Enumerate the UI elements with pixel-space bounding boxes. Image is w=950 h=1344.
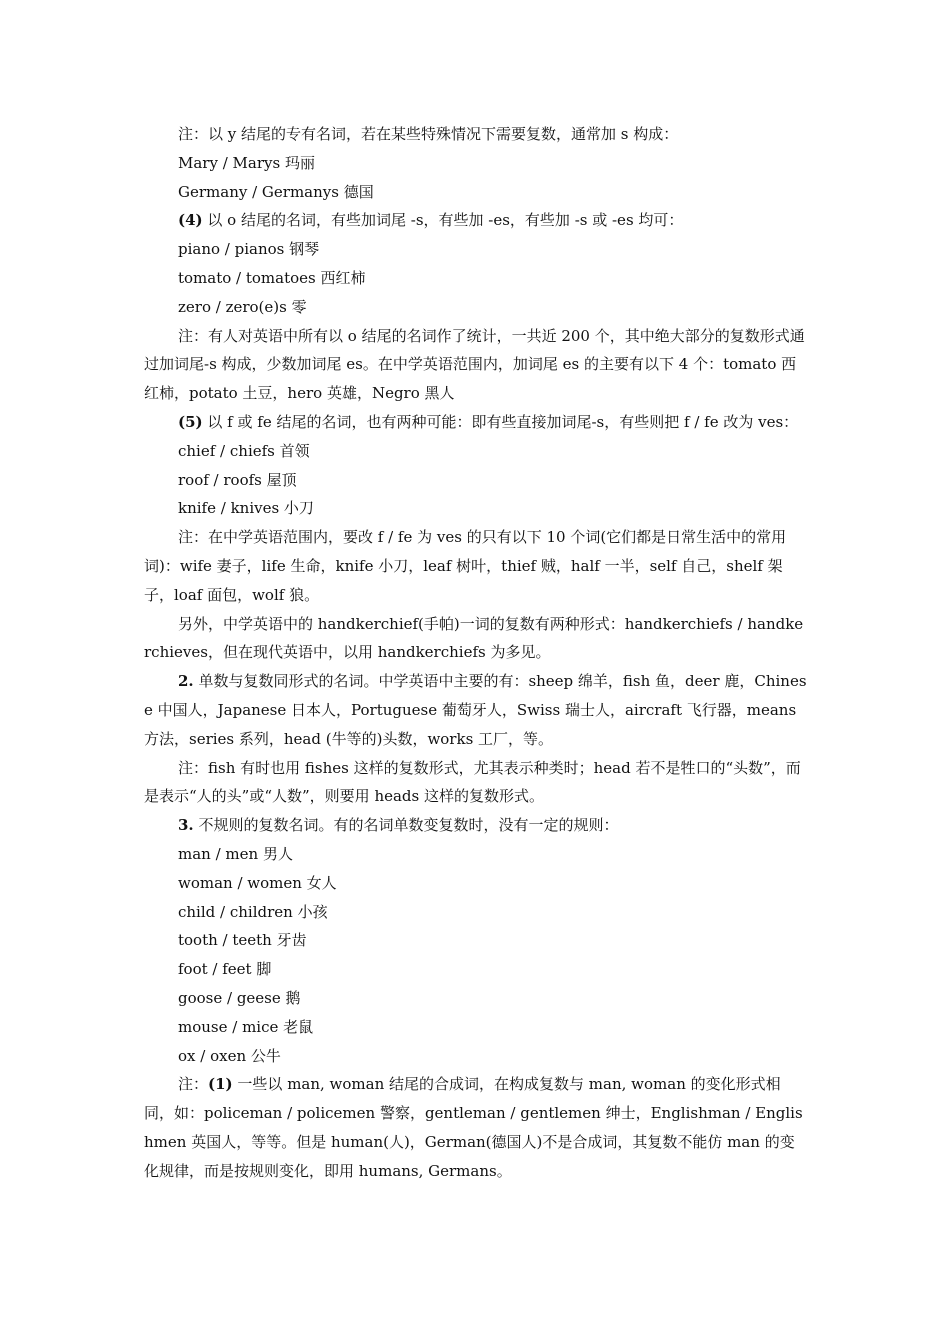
example-line	[144, 984, 808, 1013]
paragraph-text: child / children 小孩	[178, 902, 328, 921]
paragraph-text: 注：以 y 结尾的专有名词，若在某些特殊情况下需要复数，通常加 s 构成：	[178, 125, 679, 143]
paragraph-text: 以 f 或 fe 结尾的名词，也有两种可能：即有些直接加词尾-s，有些则把 f / fe 改为 ves：	[202, 412, 799, 431]
example-line	[144, 149, 808, 178]
paragraph-text: Mary / Marys 玛丽	[178, 153, 315, 172]
paragraph-text: roof / roofs 屋顶	[178, 470, 297, 489]
paragraph	[144, 667, 808, 753]
paragraph-text: tooth / teeth 牙齿	[178, 931, 307, 950]
example-line	[144, 178, 808, 207]
paragraph	[144, 206, 808, 235]
paragraph-text: mouse / mice 老鼠	[178, 1017, 314, 1036]
paragraph-text: man / men 男人	[178, 844, 293, 863]
item-number: (4)	[178, 211, 203, 230]
paragraph-text: woman / women 女人	[178, 873, 337, 892]
paragraph	[144, 322, 808, 408]
paragraph-text: 注：在中学英语范围内，要改 f / fe 为 ves 的只有以下 10 个词(它们都是日常生活中的常用词)：wife 妻子，life 生命，knife 小刀，leaf 树叶，thief 贼，half 一半，self 自己，shelf 架子，loaf 面包，wolf 狼。	[144, 528, 787, 604]
paragraph	[144, 408, 808, 437]
paragraph	[144, 754, 808, 812]
example-line	[144, 926, 808, 955]
example-line	[144, 1042, 808, 1071]
paragraph	[144, 811, 808, 840]
paragraph-text: goose / geese 鹅	[178, 988, 301, 1007]
paragraph	[144, 523, 808, 609]
paragraph-text: 注：fish 有时也用 fishes 这样的复数形式，尤其表示种类时；head 若不是牲口的“头数”，而是表示“人的头”或“人数”，则要用 heads 这样的复数形式。	[144, 758, 801, 806]
item-number: 3.	[178, 816, 194, 835]
item-number: (1)	[208, 1075, 233, 1094]
example-line	[144, 869, 808, 898]
paragraph-text: ox / oxen 公牛	[178, 1046, 281, 1065]
example-line	[144, 840, 808, 869]
paragraph	[144, 120, 808, 149]
example-line	[144, 955, 808, 984]
example-line	[144, 437, 808, 466]
paragraph-text: chief / chiefs 首领	[178, 441, 310, 460]
paragraph	[144, 1070, 808, 1185]
paragraph-text: foot / feet 脚	[178, 960, 272, 979]
paragraph-text: 以 o 结尾的名词，有些加词尾 -s，有些加 -es，有些加 -s 或 -es 均可：	[202, 211, 684, 230]
paragraph-text: knife / knives 小刀	[178, 499, 314, 518]
item-number: 2.	[178, 672, 194, 691]
example-line	[144, 466, 808, 495]
paragraph-text: 另外，中学英语中的 handkerchief(手帕)一词的复数有两种形式：handkerchiefs / handkerchieves，但在现代英语中，以用 handkerchiefs 为多见。	[144, 614, 804, 662]
paragraph-text: Germany / Germanys 德国	[178, 182, 374, 201]
paragraph-text: piano / pianos 钢琴	[178, 240, 320, 259]
example-line	[144, 235, 808, 264]
example-line	[144, 293, 808, 322]
example-line	[144, 898, 808, 927]
paragraph-text: 不规则的复数名词。有的名词单数变复数时，没有一定的规则：	[193, 816, 619, 835]
example-line	[144, 1013, 808, 1042]
example-line	[144, 264, 808, 293]
example-line	[144, 494, 808, 523]
paragraph-text: 单数与复数同形式的名词。中学英语中主要的有：sheep 绵羊，fish 鱼，deer 鹿，Chinese 中国人，Japanese 日本人，Portuguese 葡萄牙人，Swiss 瑞士人，aircraft 飞行器，means 方法，series 系列，head (牛等的)头数，works 工厂，等。	[144, 672, 807, 748]
paragraph-text: 注：有人对英语中所有以 o 结尾的名词作了统计，一共近 200 个，其中绝大部分的复数形式通过加词尾-s 构成，少数加词尾 es。在中学英语范围内，加词尾 es 的主要有以下 4 个：tomato 西红柿，potato 土豆，hero 英雄，Negro 黑人	[144, 326, 805, 403]
document-body	[144, 120, 808, 1185]
paragraph-text: 一些以 man, woman 结尾的合成词，在构成复数与 man, woman 的变化形式相同，如：policeman / policemen 警察，gentleman / gentlemen 绅士，Englishman / Englishmen 英国人，等等。但是 human(人)，German(德国人)不是合成词，其复数不能仿 man 的变化规律，而是按规则变化，即用 humans, Germans。	[144, 1075, 803, 1180]
paragraph	[144, 610, 808, 668]
paragraph-text: tomato / tomatoes 西红柿	[178, 268, 366, 287]
paragraph-text: zero / zero(e)s 零	[178, 297, 307, 316]
note-prefix: 注：	[178, 1075, 209, 1094]
item-number: (5)	[178, 412, 203, 431]
